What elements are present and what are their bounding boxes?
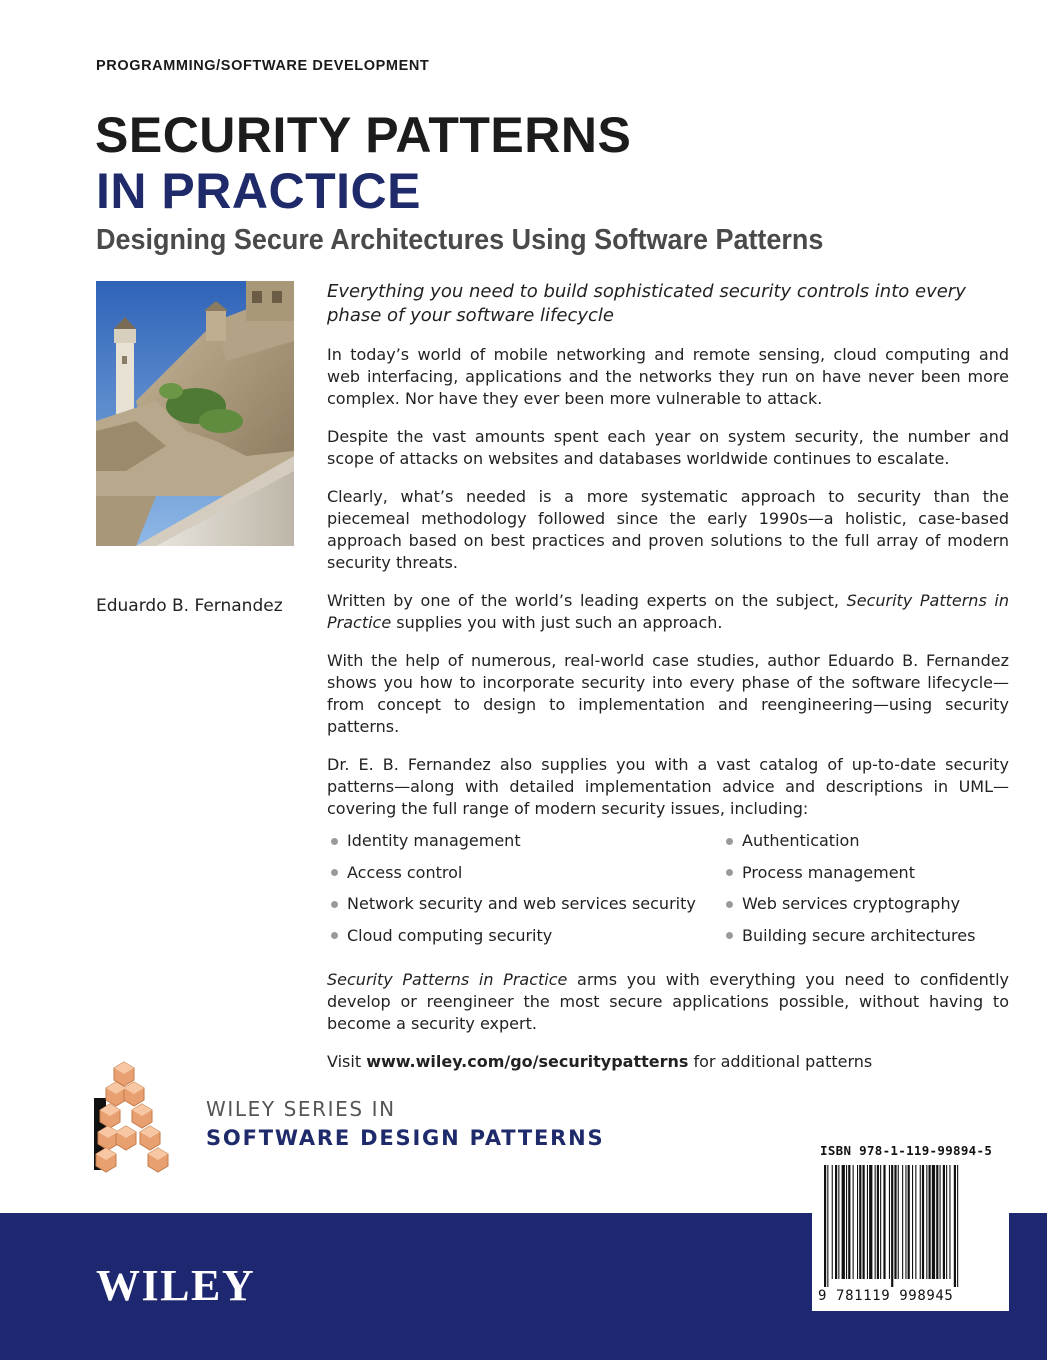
list-item-label: Network security and web services security: [347, 894, 696, 913]
barcode-bar: [936, 1165, 938, 1279]
barcode-bar: [835, 1165, 837, 1279]
isbn-label: ISBN 978-1-119-99894-5: [820, 1143, 993, 1158]
book-title-line1: SECURITY PATTERNS: [95, 107, 632, 163]
barcode-bar: [932, 1165, 935, 1279]
barcode-bar: [902, 1165, 903, 1279]
paragraph-1: In today’s world of mobile networking and remote sensing, cloud computing and web interfacing, applications and the networks they run on have never been more complex. Nor have they ever been more vulnerable to attack.: [327, 345, 1009, 408]
isbn-barcode: [812, 1140, 1009, 1311]
book-title-line2: IN PRACTICE: [96, 163, 421, 219]
barcode-bar: [857, 1165, 858, 1279]
list-item-label: Identity management: [347, 831, 521, 850]
bullet-icon: [726, 869, 733, 876]
list-item: [327, 925, 722, 947]
list-item-label: Access control: [347, 862, 463, 882]
barcode-bars: [818, 1165, 1003, 1287]
barcode-bar: [853, 1165, 854, 1279]
website-link[interactable]: www.wiley.com/go/securitypatterns: [366, 1051, 689, 1071]
barcode-bar: [954, 1165, 956, 1287]
list-item: [722, 893, 1009, 915]
barcode-bar: [827, 1165, 828, 1287]
list-item-label: Authentication: [742, 831, 860, 850]
back-cover-description: [327, 280, 1009, 1089]
list-item-label: Web services cryptography: [742, 894, 961, 913]
paragraph-7-post: arms you with everything you need to confidently develop or reengineer the most secure applications possible, without having to become a security expert.: [327, 969, 1009, 1033]
barcode-bar: [915, 1165, 916, 1279]
barcode-bar: [846, 1165, 847, 1279]
visit-pre: Visit: [327, 1051, 367, 1071]
visit-line: [327, 1051, 1009, 1073]
bullet-icon: [726, 901, 733, 908]
category-label: PROGRAMMING/SOFTWARE DEVELOPMENT: [96, 58, 430, 74]
barcode-bar: [949, 1165, 950, 1279]
publisher-logo: WILEY: [96, 1261, 256, 1310]
paragraph-4-pre: Written by one of the world’s leading experts on the subject,: [327, 591, 847, 610]
list-item: [722, 830, 1009, 852]
barcode-bar: [908, 1165, 910, 1279]
series-label: WILEY SERIES IN: [206, 1097, 396, 1121]
barcode-bar: [889, 1165, 890, 1279]
barcode-bar: [943, 1165, 945, 1279]
barcode-bar: [891, 1165, 893, 1287]
barcode-bar: [880, 1165, 881, 1279]
author-name: Eduardo B. Fernandez: [96, 596, 283, 616]
barcode-bar: [894, 1165, 896, 1279]
barcode-bar: [877, 1165, 879, 1279]
barcode-bar: [940, 1165, 941, 1279]
barcode-bar: [867, 1165, 868, 1279]
list-item: [722, 862, 1009, 884]
paragraph-5: With the help of numerous, real-world case studies, author Eduardo B. Fernandez shows you how to incorporate security into every phase of the software lifecycle—from concept to design to implementation and reengineering—using security patterns.: [327, 651, 1009, 736]
barcode-digits: 9 781119 998945: [818, 1288, 954, 1304]
barcode-bar: [905, 1165, 906, 1279]
bullet-icon: [331, 838, 338, 845]
bullet-icon: [331, 869, 338, 876]
series-name: SOFTWARE DESIGN PATTERNS: [206, 1126, 605, 1150]
bullet-icon: [726, 838, 733, 845]
barcode-bar: [883, 1165, 885, 1279]
list-item-label: Cloud computing security: [347, 925, 553, 945]
barcode-bar: [863, 1165, 865, 1279]
barcode-bar: [922, 1165, 924, 1279]
book-title-reference-2: Security Patterns in Practice: [327, 969, 568, 989]
paragraph-7: [327, 969, 1009, 1035]
visit-post: for additional patterns: [688, 1051, 873, 1071]
book-title-reference: Security Patterns in Practice: [327, 591, 1009, 632]
paragraph-2: Despite the vast amounts spent each year on system security, the number and scope of attacks on websites and databases worldwide continues to escalate.: [327, 427, 1009, 468]
list-item: [327, 893, 722, 915]
barcode-bar: [824, 1165, 826, 1287]
cover-photo-lighthouse-fortress: [96, 281, 294, 546]
list-item-label: Process management: [742, 862, 915, 882]
list-item: [722, 925, 1009, 947]
tagline: Everything you need to build sophisticated security controls into every phase of your software lifecycle: [327, 281, 966, 326]
barcode-bar: [848, 1165, 850, 1279]
barcode-bar: [957, 1165, 958, 1287]
barcode-bar: [898, 1165, 899, 1279]
barcode-bar: [946, 1165, 947, 1279]
barcode-bar: [920, 1165, 921, 1279]
bullet-icon: [726, 932, 733, 939]
barcode-bar: [842, 1165, 845, 1279]
barcode-bar: [926, 1165, 927, 1279]
barcode-bar: [832, 1165, 833, 1279]
paragraph-4: [327, 590, 1009, 634]
bullet-icon: [331, 932, 338, 939]
barcode-bar: [838, 1165, 839, 1279]
paragraph-4-post: supplies you with just such an approach.: [391, 613, 723, 632]
paragraph-3: Clearly, what’s needed is a more systematic approach to security than the piecemeal methodology followed since the early 1990s—a holistic, case-based approach based on best practices and proven solutions to the full array of modern security threats.: [327, 487, 1009, 572]
topic-bullet-list: [327, 830, 1009, 947]
barcode-bar: [929, 1165, 931, 1279]
paragraph-6: Dr. E. B. Fernandez also supplies you with a vast catalog of up-to-date security patterns—along with detailed implementation advice and descriptions in UML—covering the full range of modern security issues, including:: [327, 755, 1009, 818]
barcode-bar: [859, 1165, 861, 1279]
list-item-label: Building secure architectures: [742, 925, 976, 945]
book-subtitle: Designing Secure Architectures Using Software Patterns: [96, 224, 824, 256]
bullet-icon: [331, 901, 338, 908]
series-logo-icon: [94, 1060, 176, 1182]
list-item: [327, 862, 722, 884]
barcode-bar: [875, 1165, 876, 1279]
barcode-bar: [912, 1165, 913, 1279]
list-item: [327, 830, 722, 852]
barcode-bar: [869, 1165, 872, 1279]
